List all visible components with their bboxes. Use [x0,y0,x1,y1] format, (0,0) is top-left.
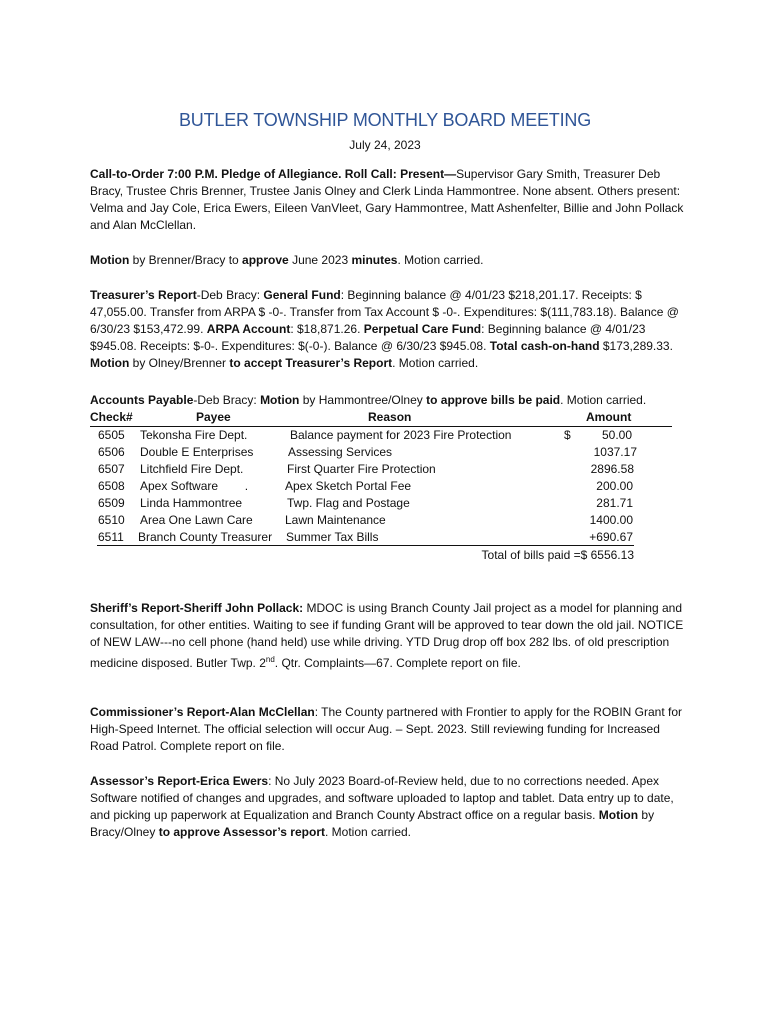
payee: Litchfield Fire Dept. [140,462,244,476]
call-to-order-heading: Call-to-Order 7:00 P.M. Pledge of Allegiance. Roll Call: Present [90,167,445,181]
treasurer-text: : $18,871.26. [290,322,364,336]
assessor-text: . Motion carried. [324,825,412,839]
treasurer-text: . Motion carried. [392,356,479,370]
assessor-report-paragraph [90,773,690,841]
accounts-payable-text: by Hammontree/Olney [299,393,427,407]
amount: 200.00 [596,479,633,493]
accounts-payable-text: . Motion carried. [560,393,647,407]
motion-label: Motion [90,356,130,370]
amount: +690.67 [589,530,633,544]
assessor-report-heading: Assessor’s Report-Erica Ewers [90,774,269,788]
minutes-text: by Brenner/Bracy to [129,253,243,267]
amount: 1400.00 [589,513,633,527]
minutes-text: . Motion carried. [397,253,484,267]
amount: 1037.17 [593,445,637,459]
commissioner-text: : The County partnered with Frontier to apply for the ROBIN Grant for High-Speed Internet. The official selection will occur Aug. – Sept. 2023. Still reviewing funding for Increased Road Patrol. Complete report on file. [90,705,682,753]
payee: Double E Enterprises [140,445,254,459]
treasurer-text: -Deb Bracy: [196,288,264,302]
motion-label: Motion [598,808,639,822]
reason: Summer Tax Bills [286,530,379,544]
total-cash-label: Total cash-on-hand [489,339,600,353]
payee: Linda Hammontree [140,496,243,510]
call-to-order-paragraph [90,166,690,234]
approve-bills-label: to approve bills be paid [426,393,561,407]
payee: Apex Software . [140,479,249,493]
treasurer-report-paragraph [90,287,690,372]
table-row [90,478,680,495]
reason: Twp. Flag and Postage [287,496,410,510]
column-header-reason: Reason [368,410,412,424]
accounts-payable-heading: Accounts Payable [90,393,194,407]
dollar-sign: $ [564,428,571,442]
motion-label: Motion [260,393,300,407]
sheriff-text: MDOC is using Branch County Jail project as a model for planning and consultation, for other entities. Waiting to see if funding Grant will be approved to tear down the old jail. NOTICE of NEW LAW---no cell phone (hand held) use while driving. YTD Drug drop off box 282 lbs. of old prescription medicine disposed. Butler Twp. 2 [90,601,684,670]
bills-table-header [90,409,680,426]
reason: Balance payment for 2023 Fire Protection [290,428,512,442]
general-fund-label: General Fund [263,288,341,302]
ordinal-suffix: nd [265,655,275,664]
payee: Branch County Treasurer [138,530,273,544]
meeting-date: July 24, 2023 [349,138,421,152]
table-row [90,529,680,546]
reason: First Quarter Fire Protection [287,462,436,476]
column-header-amount: Amount [586,410,632,424]
perpetual-care-fund-label: Perpetual Care Fund [363,322,482,336]
column-header-payee: Payee [196,410,231,424]
payee: Area One Lawn Care [140,513,253,527]
payee: Tekonsha Fire Dept. [140,428,248,442]
reason: Assessing Services [288,445,393,459]
assessor-text: by Bracy/Olney [90,808,655,839]
document-title: BUTLER TOWNSHIP MONTHLY BOARD MEETING [179,110,591,130]
approve-label: approve [242,253,289,267]
treasurer-text: : Beginning balance @ 4/01/23 $218,201.17. Receipts: $ 47,055.00. Transfer from ARPA $ -0-. Transfer from Tax Account $ -0-. Expenditures: $(111,783.18). Balance @ 6/30/23 $153,472.99. [90,288,679,336]
sheriff-text: . Qtr. Complaints—67. Complete report on file. [274,656,521,670]
treasurer-text: $173,289.33. [599,339,673,353]
bills-total: Total of bills paid =$ 6556.13 [481,548,634,562]
minutes-label: minutes [351,253,398,267]
approve-assessor-report-label: to approve Assessor’s report [158,825,325,839]
sheriff-report-heading: Sheriff’s Report-Sheriff John Pollack: [90,601,304,615]
minutes-text: June 2023 [288,253,352,267]
check-number: 6508 [98,479,125,493]
reason: Lawn Maintenance [285,513,386,527]
table-row [90,444,680,461]
treasurer-text: : Beginning balance @ 4/01/23 $945.08. Receipts: $-0-. Expenditures: $(-0-). Balance @ 6/30/23 $945.08. [90,322,646,353]
table-total-rule [97,545,634,546]
check-number: 6510 [98,513,125,527]
accept-treasurer-report-label: to accept Treasurer’s Report [229,356,393,370]
table-row [90,427,680,444]
check-number: 6511 [98,530,124,544]
em-dash: — [444,167,457,181]
check-number: 6506 [98,445,125,459]
assessor-text: : No July 2023 Board-of-Review held, due to no corrections needed. Apex Software notified of changes and upgrades, and software uploaded to laptop and tablet. Data entry up to date, and picking up paperwork at Equalization and Branch County Abstract office on a regular basis. [90,774,674,822]
amount: 281.71 [596,496,633,510]
accounts-payable-text: -Deb Bracy: [193,393,261,407]
commissioner-report-heading: Commissioner’s Report-Alan McClellan [90,705,315,719]
amount: 50.00 [601,428,632,442]
table-row [90,512,680,529]
amount: 2896.58 [590,462,634,476]
minutes-paragraph [90,252,690,269]
commissioner-report-paragraph [90,704,690,755]
check-number: 6507 [98,462,125,476]
accounts-payable-paragraph [90,392,690,409]
motion-label: Motion [90,253,130,267]
sheriff-report-paragraph [90,600,690,672]
check-number: 6509 [98,496,125,510]
table-row [90,461,680,478]
treasurer-text: by Olney/Brenner [129,356,230,370]
reason: Apex Sketch Portal Fee [285,479,412,493]
arpa-account-label: ARPA Account [206,322,291,336]
check-number: 6505 [98,428,125,442]
table-row [90,495,680,512]
treasurer-report-heading: Treasurer’s Report [90,288,197,302]
column-header-check: Check# [90,410,133,424]
call-to-order-text: Supervisor Gary Smith, Treasurer Deb Bracy, Trustee Chris Brenner, Trustee Janis Olney and Clerk Linda Hammontree. None absent. Others present: Velma and Jay Cole, Erica Ewers, Eileen VanVleet, Gary Hammontree, Matt Ashenfelter, Billie and John Pollack and Alan McClellan. [90,167,684,232]
